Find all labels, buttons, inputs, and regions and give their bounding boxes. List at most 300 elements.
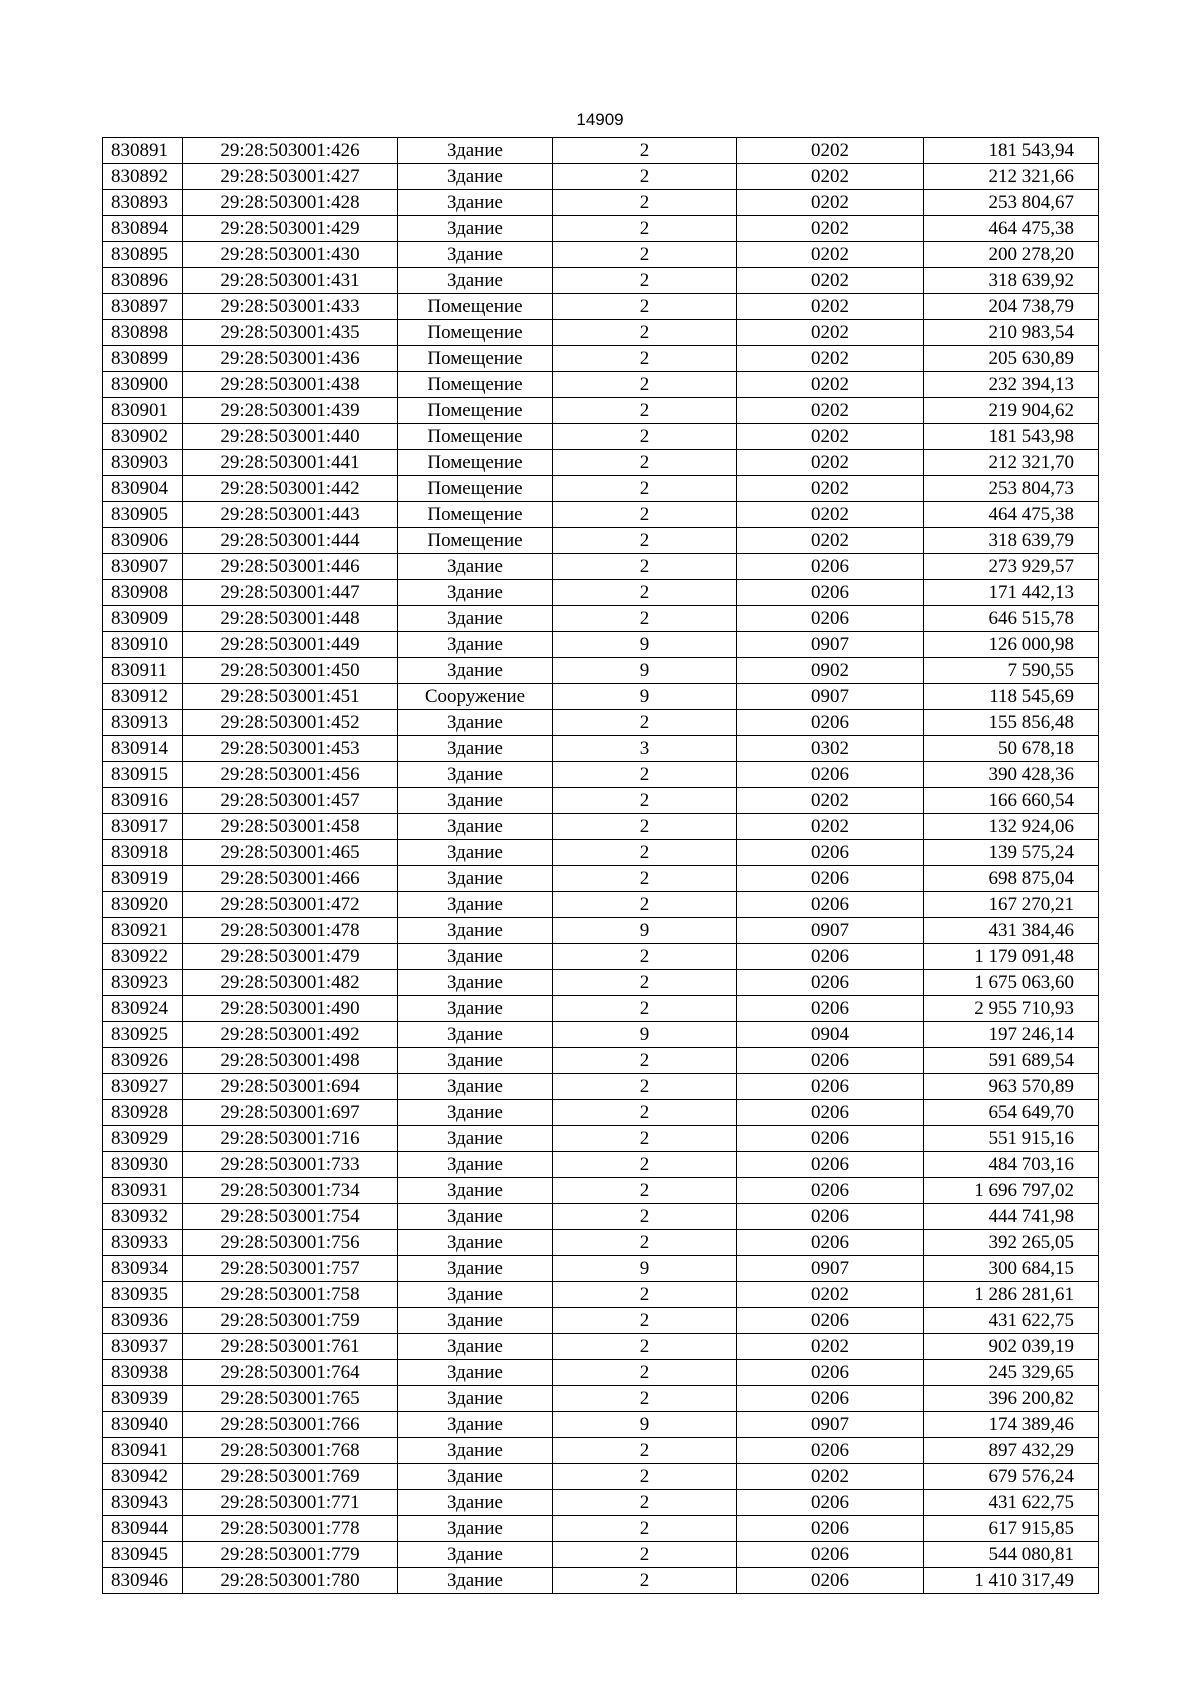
table-row bbox=[103, 1074, 1099, 1100]
object-type-cell: Здание bbox=[398, 1438, 553, 1464]
cadastral-value-cell: 1 410 317,49 bbox=[924, 1568, 1099, 1594]
cadastral-value-cell: 698 875,04 bbox=[924, 866, 1099, 892]
row-number-cell: 830915 bbox=[103, 762, 183, 788]
cadastral-number-cell: 29:28:503001:431 bbox=[183, 268, 398, 294]
code-cell: 0202 bbox=[737, 372, 924, 398]
object-type-cell: Здание bbox=[398, 892, 553, 918]
object-type-cell: Здание bbox=[398, 814, 553, 840]
cadastral-value-cell: 219 904,62 bbox=[924, 398, 1099, 424]
cadastral-number-cell: 29:28:503001:734 bbox=[183, 1178, 398, 1204]
row-number-cell: 830912 bbox=[103, 684, 183, 710]
cadastral-number-cell: 29:28:503001:759 bbox=[183, 1308, 398, 1334]
row-number-cell: 830922 bbox=[103, 944, 183, 970]
group-cell: 2 bbox=[553, 1204, 737, 1230]
table-row bbox=[103, 1152, 1099, 1178]
cadastral-number-cell: 29:28:503001:780 bbox=[183, 1568, 398, 1594]
row-number-cell: 830891 bbox=[103, 138, 183, 164]
page-number: 14909 bbox=[576, 110, 624, 129]
cadastral-value-cell: 253 804,67 bbox=[924, 190, 1099, 216]
object-type-cell: Помещение bbox=[398, 294, 553, 320]
row-number-cell: 830929 bbox=[103, 1126, 183, 1152]
code-cell: 0202 bbox=[737, 788, 924, 814]
row-number-cell: 830928 bbox=[103, 1100, 183, 1126]
group-cell: 2 bbox=[553, 1178, 737, 1204]
object-type-cell: Здание bbox=[398, 138, 553, 164]
row-number-cell: 830906 bbox=[103, 528, 183, 554]
object-type-cell: Помещение bbox=[398, 476, 553, 502]
row-number-cell: 830898 bbox=[103, 320, 183, 346]
group-cell: 2 bbox=[553, 1542, 737, 1568]
code-cell: 0206 bbox=[737, 996, 924, 1022]
cadastral-value-cell: 232 394,13 bbox=[924, 372, 1099, 398]
code-cell: 0202 bbox=[737, 424, 924, 450]
cadastral-value-cell: 118 545,69 bbox=[924, 684, 1099, 710]
row-number-cell: 830939 bbox=[103, 1386, 183, 1412]
group-cell: 2 bbox=[553, 502, 737, 528]
cadastral-value-cell: 171 442,13 bbox=[924, 580, 1099, 606]
object-type-cell: Здание bbox=[398, 1516, 553, 1542]
row-number-cell: 830924 bbox=[103, 996, 183, 1022]
cadastral-value-cell: 139 575,24 bbox=[924, 840, 1099, 866]
code-cell: 0206 bbox=[737, 1152, 924, 1178]
group-cell: 9 bbox=[553, 1256, 737, 1282]
code-cell: 0206 bbox=[737, 1490, 924, 1516]
object-type-cell: Здание bbox=[398, 1074, 553, 1100]
table-row bbox=[103, 372, 1099, 398]
table-row bbox=[103, 1178, 1099, 1204]
group-cell: 2 bbox=[553, 606, 737, 632]
group-cell: 2 bbox=[553, 268, 737, 294]
group-cell: 2 bbox=[553, 944, 737, 970]
row-number-cell: 830920 bbox=[103, 892, 183, 918]
cadastral-value-cell: 300 684,15 bbox=[924, 1256, 1099, 1282]
cadastral-number-cell: 29:28:503001:697 bbox=[183, 1100, 398, 1126]
cadastral-number-cell: 29:28:503001:768 bbox=[183, 1438, 398, 1464]
cadastral-value-cell: 431 622,75 bbox=[924, 1308, 1099, 1334]
table-row bbox=[103, 1048, 1099, 1074]
object-type-cell: Здание bbox=[398, 606, 553, 632]
code-cell: 0202 bbox=[737, 1464, 924, 1490]
group-cell: 2 bbox=[553, 1126, 737, 1152]
row-number-cell: 830897 bbox=[103, 294, 183, 320]
row-number-cell: 830930 bbox=[103, 1152, 183, 1178]
cadastral-value-cell: 167 270,21 bbox=[924, 892, 1099, 918]
table-row bbox=[103, 1230, 1099, 1256]
object-type-cell: Здание bbox=[398, 1204, 553, 1230]
row-number-cell: 830944 bbox=[103, 1516, 183, 1542]
group-cell: 3 bbox=[553, 736, 737, 762]
group-cell: 9 bbox=[553, 1022, 737, 1048]
group-cell: 2 bbox=[553, 424, 737, 450]
table-row bbox=[103, 996, 1099, 1022]
row-number-cell: 830892 bbox=[103, 164, 183, 190]
code-cell: 0202 bbox=[737, 346, 924, 372]
cadastral-number-cell: 29:28:503001:450 bbox=[183, 658, 398, 684]
code-cell: 0206 bbox=[737, 1386, 924, 1412]
table-row bbox=[103, 970, 1099, 996]
object-type-cell: Здание bbox=[398, 164, 553, 190]
group-cell: 2 bbox=[553, 580, 737, 606]
table-body bbox=[103, 138, 1099, 1594]
code-cell: 0206 bbox=[737, 970, 924, 996]
group-cell: 2 bbox=[553, 164, 737, 190]
cadastral-value-cell: 174 389,46 bbox=[924, 1412, 1099, 1438]
table-row bbox=[103, 346, 1099, 372]
object-type-cell: Здание bbox=[398, 1126, 553, 1152]
group-cell: 2 bbox=[553, 1490, 737, 1516]
row-number-cell: 830946 bbox=[103, 1568, 183, 1594]
code-cell: 0302 bbox=[737, 736, 924, 762]
cadastral-number-cell: 29:28:503001:754 bbox=[183, 1204, 398, 1230]
code-cell: 0206 bbox=[737, 1074, 924, 1100]
cadastral-value-cell: 390 428,36 bbox=[924, 762, 1099, 788]
group-cell: 2 bbox=[553, 190, 737, 216]
cadastral-number-cell: 29:28:503001:444 bbox=[183, 528, 398, 554]
code-cell: 0202 bbox=[737, 320, 924, 346]
table-row bbox=[103, 320, 1099, 346]
table-row bbox=[103, 1542, 1099, 1568]
group-cell: 2 bbox=[553, 970, 737, 996]
group-cell: 2 bbox=[553, 1386, 737, 1412]
group-cell: 2 bbox=[553, 1438, 737, 1464]
table-row bbox=[103, 736, 1099, 762]
row-number-cell: 830913 bbox=[103, 710, 183, 736]
table-row bbox=[103, 866, 1099, 892]
object-type-cell: Помещение bbox=[398, 424, 553, 450]
object-type-cell: Здание bbox=[398, 1360, 553, 1386]
code-cell: 0202 bbox=[737, 138, 924, 164]
cadastral-value-cell: 318 639,92 bbox=[924, 268, 1099, 294]
cadastral-number-cell: 29:28:503001:435 bbox=[183, 320, 398, 346]
row-number-cell: 830909 bbox=[103, 606, 183, 632]
table-row bbox=[103, 476, 1099, 502]
table-row bbox=[103, 1360, 1099, 1386]
object-type-cell: Здание bbox=[398, 736, 553, 762]
code-cell: 0206 bbox=[737, 1308, 924, 1334]
cadastral-value-cell: 646 515,78 bbox=[924, 606, 1099, 632]
table-row bbox=[103, 1568, 1099, 1594]
group-cell: 2 bbox=[553, 1100, 737, 1126]
table-row bbox=[103, 294, 1099, 320]
row-number-cell: 830934 bbox=[103, 1256, 183, 1282]
code-cell: 0206 bbox=[737, 1516, 924, 1542]
group-cell: 2 bbox=[553, 1048, 737, 1074]
code-cell: 0202 bbox=[737, 1334, 924, 1360]
object-type-cell: Здание bbox=[398, 242, 553, 268]
cadastral-value-cell: 273 929,57 bbox=[924, 554, 1099, 580]
cadastral-number-cell: 29:28:503001:449 bbox=[183, 632, 398, 658]
cadastral-value-cell: 392 265,05 bbox=[924, 1230, 1099, 1256]
table-row bbox=[103, 1256, 1099, 1282]
object-type-cell: Здание bbox=[398, 1100, 553, 1126]
object-type-cell: Здание bbox=[398, 1464, 553, 1490]
cadastral-value-cell: 181 543,98 bbox=[924, 424, 1099, 450]
table-row bbox=[103, 1126, 1099, 1152]
cadastral-number-cell: 29:28:503001:426 bbox=[183, 138, 398, 164]
table-row bbox=[103, 138, 1099, 164]
cadastral-number-cell: 29:28:503001:440 bbox=[183, 424, 398, 450]
cadastral-number-cell: 29:28:503001:472 bbox=[183, 892, 398, 918]
row-number-cell: 830901 bbox=[103, 398, 183, 424]
table-row bbox=[103, 1412, 1099, 1438]
code-cell: 0202 bbox=[737, 398, 924, 424]
cadastral-number-cell: 29:28:503001:429 bbox=[183, 216, 398, 242]
object-type-cell: Помещение bbox=[398, 320, 553, 346]
table-row bbox=[103, 398, 1099, 424]
group-cell: 2 bbox=[553, 996, 737, 1022]
row-number-cell: 830916 bbox=[103, 788, 183, 814]
group-cell: 2 bbox=[553, 710, 737, 736]
table-row bbox=[103, 1100, 1099, 1126]
cadastral-number-cell: 29:28:503001:771 bbox=[183, 1490, 398, 1516]
cadastral-value-cell: 50 678,18 bbox=[924, 736, 1099, 762]
object-type-cell: Здание bbox=[398, 632, 553, 658]
group-cell: 2 bbox=[553, 138, 737, 164]
group-cell: 2 bbox=[553, 1516, 737, 1542]
object-type-cell: Здание bbox=[398, 788, 553, 814]
table-row bbox=[103, 1334, 1099, 1360]
cadastral-number-cell: 29:28:503001:478 bbox=[183, 918, 398, 944]
code-cell: 0907 bbox=[737, 1412, 924, 1438]
cadastral-value-cell: 396 200,82 bbox=[924, 1386, 1099, 1412]
group-cell: 2 bbox=[553, 346, 737, 372]
table-row bbox=[103, 528, 1099, 554]
table-row bbox=[103, 606, 1099, 632]
cadastral-value-cell: 617 915,85 bbox=[924, 1516, 1099, 1542]
group-cell: 2 bbox=[553, 320, 737, 346]
group-cell: 9 bbox=[553, 684, 737, 710]
object-type-cell: Здание bbox=[398, 1152, 553, 1178]
cadastral-value-cell: 1 675 063,60 bbox=[924, 970, 1099, 996]
cadastral-value-cell: 7 590,55 bbox=[924, 658, 1099, 684]
table-row bbox=[103, 658, 1099, 684]
cadastral-number-cell: 29:28:503001:764 bbox=[183, 1360, 398, 1386]
row-number-cell: 830937 bbox=[103, 1334, 183, 1360]
table-row bbox=[103, 580, 1099, 606]
table-row bbox=[103, 216, 1099, 242]
table-row bbox=[103, 1490, 1099, 1516]
object-type-cell: Здание bbox=[398, 1282, 553, 1308]
cadastral-number-cell: 29:28:503001:482 bbox=[183, 970, 398, 996]
code-cell: 0206 bbox=[737, 606, 924, 632]
object-type-cell: Здание bbox=[398, 1178, 553, 1204]
cadastral-value-cell: 654 649,70 bbox=[924, 1100, 1099, 1126]
row-number-cell: 830931 bbox=[103, 1178, 183, 1204]
row-number-cell: 830902 bbox=[103, 424, 183, 450]
cadastral-number-cell: 29:28:503001:490 bbox=[183, 996, 398, 1022]
code-cell: 0206 bbox=[737, 1178, 924, 1204]
object-type-cell: Здание bbox=[398, 1412, 553, 1438]
cadastral-value-cell: 551 915,16 bbox=[924, 1126, 1099, 1152]
object-type-cell: Здание bbox=[398, 970, 553, 996]
cadastral-value-cell: 197 246,14 bbox=[924, 1022, 1099, 1048]
code-cell: 0206 bbox=[737, 1204, 924, 1230]
group-cell: 2 bbox=[553, 554, 737, 580]
group-cell: 2 bbox=[553, 1152, 737, 1178]
code-cell: 0206 bbox=[737, 1048, 924, 1074]
cadastral-number-cell: 29:28:503001:442 bbox=[183, 476, 398, 502]
row-number-cell: 830895 bbox=[103, 242, 183, 268]
code-cell: 0206 bbox=[737, 1542, 924, 1568]
code-cell: 0202 bbox=[737, 1282, 924, 1308]
row-number-cell: 830923 bbox=[103, 970, 183, 996]
group-cell: 2 bbox=[553, 372, 737, 398]
cadastral-number-cell: 29:28:503001:438 bbox=[183, 372, 398, 398]
object-type-cell: Здание bbox=[398, 658, 553, 684]
object-type-cell: Здание bbox=[398, 554, 553, 580]
group-cell: 2 bbox=[553, 762, 737, 788]
code-cell: 0206 bbox=[737, 1230, 924, 1256]
table-row bbox=[103, 242, 1099, 268]
code-cell: 0206 bbox=[737, 580, 924, 606]
cadastral-number-cell: 29:28:503001:758 bbox=[183, 1282, 398, 1308]
cadastral-value-cell: 132 924,06 bbox=[924, 814, 1099, 840]
table-row bbox=[103, 554, 1099, 580]
table-row bbox=[103, 1438, 1099, 1464]
cadastral-number-cell: 29:28:503001:479 bbox=[183, 944, 398, 970]
cadastral-number-cell: 29:28:503001:766 bbox=[183, 1412, 398, 1438]
row-number-cell: 830935 bbox=[103, 1282, 183, 1308]
cadastral-number-cell: 29:28:503001:433 bbox=[183, 294, 398, 320]
code-cell: 0202 bbox=[737, 476, 924, 502]
cadastral-number-cell: 29:28:503001:439 bbox=[183, 398, 398, 424]
code-cell: 0202 bbox=[737, 190, 924, 216]
row-number-cell: 830942 bbox=[103, 1464, 183, 1490]
cadastral-number-cell: 29:28:503001:427 bbox=[183, 164, 398, 190]
row-number-cell: 830917 bbox=[103, 814, 183, 840]
cadastral-value-cell: 897 432,29 bbox=[924, 1438, 1099, 1464]
table-row bbox=[103, 840, 1099, 866]
cadastral-number-cell: 29:28:503001:430 bbox=[183, 242, 398, 268]
cadastral-value-cell: 181 543,94 bbox=[924, 138, 1099, 164]
row-number-cell: 830941 bbox=[103, 1438, 183, 1464]
group-cell: 2 bbox=[553, 1568, 737, 1594]
group-cell: 2 bbox=[553, 398, 737, 424]
table-row bbox=[103, 788, 1099, 814]
object-type-cell: Помещение bbox=[398, 398, 553, 424]
cadastral-value-cell: 210 983,54 bbox=[924, 320, 1099, 346]
cadastral-value-cell: 212 321,70 bbox=[924, 450, 1099, 476]
group-cell: 2 bbox=[553, 1282, 737, 1308]
table-row bbox=[103, 1464, 1099, 1490]
code-cell: 0206 bbox=[737, 1438, 924, 1464]
cadastral-number-cell: 29:28:503001:441 bbox=[183, 450, 398, 476]
cadastral-value-cell: 204 738,79 bbox=[924, 294, 1099, 320]
group-cell: 2 bbox=[553, 788, 737, 814]
table-row bbox=[103, 814, 1099, 840]
cadastral-value-cell: 963 570,89 bbox=[924, 1074, 1099, 1100]
cadastral-value-cell: 1 179 091,48 bbox=[924, 944, 1099, 970]
object-type-cell: Здание bbox=[398, 866, 553, 892]
code-cell: 0907 bbox=[737, 632, 924, 658]
cadastral-value-cell: 1 286 281,61 bbox=[924, 1282, 1099, 1308]
group-cell: 9 bbox=[553, 658, 737, 684]
cadastral-number-cell: 29:28:503001:428 bbox=[183, 190, 398, 216]
table-row bbox=[103, 502, 1099, 528]
group-cell: 2 bbox=[553, 1464, 737, 1490]
object-type-cell: Помещение bbox=[398, 450, 553, 476]
cadastral-number-cell: 29:28:503001:457 bbox=[183, 788, 398, 814]
group-cell: 2 bbox=[553, 450, 737, 476]
table-row bbox=[103, 268, 1099, 294]
cadastral-value-cell: 1 696 797,02 bbox=[924, 1178, 1099, 1204]
group-cell: 2 bbox=[553, 1230, 737, 1256]
object-type-cell: Сооружение bbox=[398, 684, 553, 710]
cadastral-value-cell: 464 475,38 bbox=[924, 502, 1099, 528]
object-type-cell: Помещение bbox=[398, 372, 553, 398]
group-cell: 2 bbox=[553, 1360, 737, 1386]
code-cell: 0202 bbox=[737, 502, 924, 528]
table-row bbox=[103, 1308, 1099, 1334]
cadastral-number-cell: 29:28:503001:778 bbox=[183, 1516, 398, 1542]
code-cell: 0202 bbox=[737, 268, 924, 294]
object-type-cell: Помещение bbox=[398, 502, 553, 528]
cadastral-value-cell: 253 804,73 bbox=[924, 476, 1099, 502]
code-cell: 0202 bbox=[737, 242, 924, 268]
cadastral-value-cell: 431 622,75 bbox=[924, 1490, 1099, 1516]
cadastral-value-cell: 318 639,79 bbox=[924, 528, 1099, 554]
object-type-cell: Здание bbox=[398, 1542, 553, 1568]
code-cell: 0206 bbox=[737, 944, 924, 970]
group-cell: 2 bbox=[553, 1334, 737, 1360]
code-cell: 0206 bbox=[737, 1568, 924, 1594]
row-number-cell: 830927 bbox=[103, 1074, 183, 1100]
group-cell: 2 bbox=[553, 866, 737, 892]
cadastral-number-cell: 29:28:503001:443 bbox=[183, 502, 398, 528]
code-cell: 0206 bbox=[737, 710, 924, 736]
object-type-cell: Здание bbox=[398, 580, 553, 606]
row-number-cell: 830936 bbox=[103, 1308, 183, 1334]
table-row bbox=[103, 190, 1099, 216]
object-type-cell: Здание bbox=[398, 840, 553, 866]
code-cell: 0206 bbox=[737, 554, 924, 580]
cadastral-number-cell: 29:28:503001:769 bbox=[183, 1464, 398, 1490]
group-cell: 2 bbox=[553, 1308, 737, 1334]
code-cell: 0904 bbox=[737, 1022, 924, 1048]
table-row bbox=[103, 918, 1099, 944]
cadastral-number-cell: 29:28:503001:761 bbox=[183, 1334, 398, 1360]
code-cell: 0202 bbox=[737, 216, 924, 242]
table-row bbox=[103, 684, 1099, 710]
cadastral-value-cell: 205 630,89 bbox=[924, 346, 1099, 372]
cadastral-value-cell: 155 856,48 bbox=[924, 710, 1099, 736]
row-number-cell: 830893 bbox=[103, 190, 183, 216]
cadastral-value-cell: 245 329,65 bbox=[924, 1360, 1099, 1386]
code-cell: 0202 bbox=[737, 528, 924, 554]
cadastral-value-cell: 2 955 710,93 bbox=[924, 996, 1099, 1022]
row-number-cell: 830945 bbox=[103, 1542, 183, 1568]
table-row bbox=[103, 632, 1099, 658]
cadastral-value-cell: 464 475,38 bbox=[924, 216, 1099, 242]
object-type-cell: Здание bbox=[398, 1256, 553, 1282]
group-cell: 9 bbox=[553, 1412, 737, 1438]
row-number-cell: 830925 bbox=[103, 1022, 183, 1048]
row-number-cell: 830905 bbox=[103, 502, 183, 528]
row-number-cell: 830910 bbox=[103, 632, 183, 658]
cadastral-value-cell: 212 321,66 bbox=[924, 164, 1099, 190]
object-type-cell: Здание bbox=[398, 216, 553, 242]
cadastral-number-cell: 29:28:503001:436 bbox=[183, 346, 398, 372]
group-cell: 2 bbox=[553, 216, 737, 242]
cadastral-value-cell: 544 080,81 bbox=[924, 1542, 1099, 1568]
object-type-cell: Здание bbox=[398, 1334, 553, 1360]
row-number-cell: 830918 bbox=[103, 840, 183, 866]
group-cell: 2 bbox=[553, 242, 737, 268]
cadastral-number-cell: 29:28:503001:453 bbox=[183, 736, 398, 762]
cadastral-value-cell: 591 689,54 bbox=[924, 1048, 1099, 1074]
object-type-cell: Здание bbox=[398, 1048, 553, 1074]
code-cell: 0907 bbox=[737, 1256, 924, 1282]
